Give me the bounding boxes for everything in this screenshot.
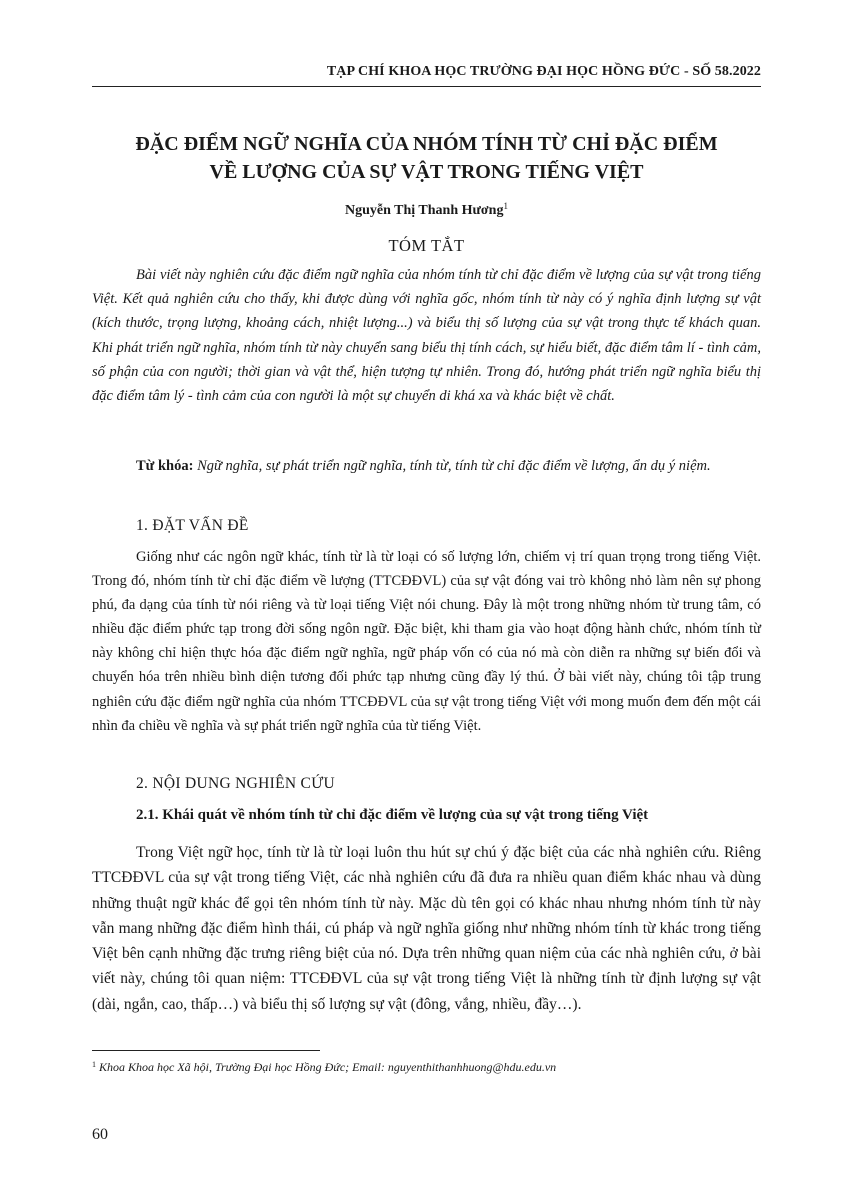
journal-header: TẠP CHÍ KHOA HỌC TRƯỜNG ĐẠI HỌC HỒNG ĐỨC - SỐ 58.2022 [326, 64, 761, 79]
keywords-label: Từ khóa: [136, 458, 194, 474]
footnote-divider [92, 1050, 320, 1051]
title-line-1: ĐẶC ĐIỂM NGỮ NGHĨA CỦA NHÓM TÍNH TỪ CHỈ ĐẶC ĐIỂM [135, 133, 718, 155]
author [92, 201, 761, 219]
footnote [92, 1060, 761, 1075]
subsection-2-1-heading: 2.1. Khái quát về nhóm tính từ chỉ đặc điểm về lượng của sự vật trong tiếng Việt [136, 807, 649, 823]
article-title [92, 130, 761, 186]
author-name: Nguyễn Thị Thanh Hương [345, 203, 504, 218]
keywords-text: Ngữ nghĩa, sự phát triển ngữ nghĩa, tính từ, tính từ chỉ đặc điểm về lượng, ẩn dụ ý niệm. [197, 458, 711, 474]
author-footnote-mark: 1 [503, 201, 508, 211]
section-2-heading: 2. NỘI DUNG NGHIÊN CỨU [136, 775, 336, 792]
section-1-heading: 1. ĐẶT VẤN ĐỀ [136, 517, 249, 534]
footnote-mark: 1 [92, 1060, 96, 1069]
page-number: 60 [92, 1126, 108, 1143]
abstract-heading: TÓM TẮT [388, 236, 465, 255]
footnote-text: Khoa Khoa học Xã hội, Trường Đại học Hồng Đức; Email: nguyenthithanhhuong@hdu.edu.vn [99, 1060, 557, 1074]
keywords [92, 454, 761, 478]
section-1-text: Giống như các ngôn ngữ khác, tính từ là từ loại có số lượng lớn, chiếm vị trí quan trọng trong tiếng Việt. Trong đó, nhóm tính từ chỉ đặc điểm về lượng (TTCĐĐVL) của sự vật đóng vai trò không nhỏ làm nên sự phong phú, đa dạng của tính từ nói riêng và từ loại tiếng Việt nói chung. Đây là một trong những nhóm từ trung tâm, có nhiều đặc điểm phức tạp trong đời sống ngôn ngữ. Đặc biệt, khi tham gia vào hoạt động hành chức, nhóm tính từ này không chỉ hiện thực hóa đặc điểm ngữ nghĩa, ngữ pháp vốn có của nó mà còn diễn ra những sự biến đổi và chuyển hóa trên nhiều bình diện tương đối phức tạp nhưng cũng đầy lý thú. Ở bài viết này, chúng tôi tập trung nghiên cứu đặc điểm ngữ nghĩa của nhóm TTCĐĐVL của sự vật trong tiếng Việt với mong muốn đem đến một cái nhìn đa chiều về nghĩa và sự phát triển ngữ nghĩa của từ tiếng Việt. [92, 549, 761, 734]
header-divider [92, 86, 761, 87]
abstract-text: Bài viết này nghiên cứu đặc điểm ngữ nghĩa của nhóm tính từ chỉ đặc điểm về lượng của sự vật trong tiếng Việt. Kết quả nghiên cứu cho thấy, khi được dùng với nghĩa gốc, nhóm tính từ này có ý nghĩa định lượng sự vật (kích thước, trọng lượng, khoảng cách, nhiệt lượng...) và biểu thị số lượng của sự vật trong thực tế khách quan. Khi phát triển ngữ nghĩa, nhóm tính từ này chuyển sang biểu thị tính cách, sự hiểu biết, đặc điểm tâm lí - tình cảm, số phận của con người; thời gian và vật thể, hiện tượng tự nhiên. Trong đó, hướng phát triển ngữ nghĩa biểu thị đặc điểm tâm lý - tình cảm của con người là một sự chuyển di khá xa và khác biệt về chất. [92, 267, 761, 405]
title-line-2: VỀ LƯỢNG CỦA SỰ VẬT TRONG TIẾNG VIỆT [209, 161, 644, 183]
section-2-1-text: Trong Việt ngữ học, tính từ là từ loại luôn thu hút sự chú ý đặc biệt của các nhà nghiên cứu. Riêng TTCĐĐVL của sự vật trong tiếng Việt, các nhà nghiên cứu đã đưa ra nhiều quan điểm khác nhau và dùng những thuật ngữ khác để gọi tên nhóm tính từ này. Mặc dù tên gọi có khác nhau nhưng nhóm tính từ này vẫn mang những đặc điểm hình thái, cú pháp và ngữ nghĩa giống như những nhóm tính từ khác trong tiếng Việt bên cạnh những đặc trưng riêng biệt của nó. Dựa trên những quan niệm của các nhà nghiên cứu, ở bài viết này, chúng tôi quan niệm: TTCĐĐVL của sự vật trong tiếng Việt là những tính từ định lượng sự vật (dài, ngắn, cao, thấp…) và biểu thị số lượng sự vật (đông, vắng, nhiều, đầy…). [92, 844, 761, 1013]
